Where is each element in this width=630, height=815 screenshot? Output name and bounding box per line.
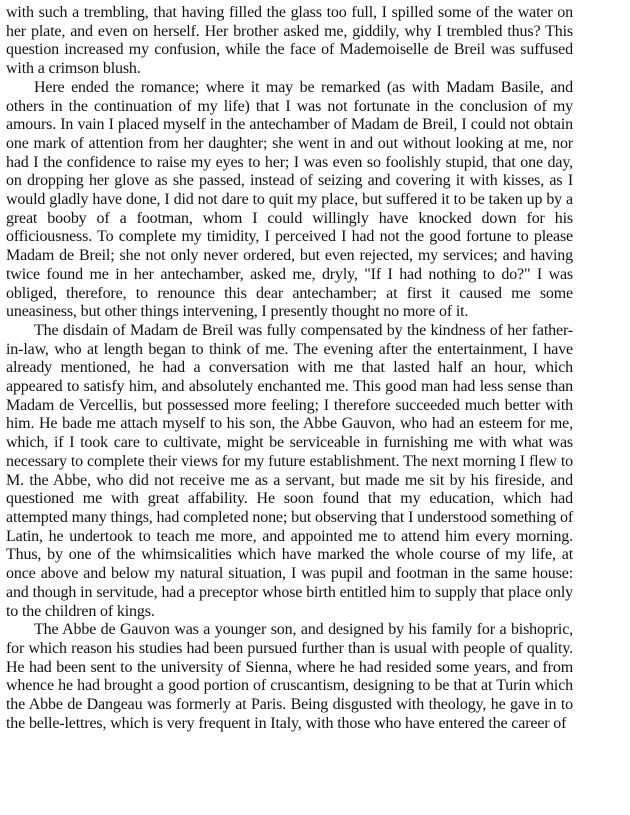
paragraph: with such a trembling, that having filled the glass too full, I spilled some of the water on her plate, and even on herself. Her brother asked me, giddily, why I trembled thus? This question increased my confusion, while the face of Mademoiselle de Breil was suffused with a crimson blush. bbox=[6, 4, 573, 78]
paragraph: The disdain of Madam de Breil was fully compensated by the kindness of her father-in-law, who at length began to think of me. The evening after the entertainment, I have already mentioned, he had a conversation with me that lasted half an hour, which appeared to satisfy him, and absolutely enchanted me. This good man had less sense than Madam de Vercellis, but possessed more feeling; I therefore succeeded much better with him. He bade me attach myself to his son, the Abbe Gauvon, who had an esteem for me, which, if I took care to cultivate, might be serviceable in furnishing me with what was necessary to complete their views for my future establishment. The next morning I flew to M. the Abbe, who did not receive me as a servant, but made me sit by his fireside, and questioned me with great affability. He soon found that my education, which had attempted many things, had completed none; but observing that I understood something of Latin, he undertook to teach me more, and appointed me to attend him every morning. Thus, by one of the whimsicalities which have marked the whole course of my life, at once above and below my natural situation, I was pupil and footman in the same house: and though in servitude, had a preceptor whose birth entitled him to supply that place only to the children of kings. bbox=[6, 321, 573, 620]
paragraph: The Abbe de Gauvon was a younger son, and designed by his family for a bishopric, for which reason his studies had been pursued further than is usual with people of quality. He had been sent to the university of Sienna, where he had resided some years, and from whence he had brought a good portion of cruscantism, designing to be that at Turin which the Abbe de Dangeau was formerly at Paris. Being disgusted with theology, he gave in to the belle-lettres, which is very frequent in Italy, with those who have entered the career of bbox=[6, 621, 573, 732]
paragraph: Here ended the romance; where it may be remarked (as with Madam Basile, and others in the continuation of my life) that I was not fortunate in the conclusion of my amours. In vain I placed myself in the antechamber of Madam de Breil, I could not obtain one mark of attention from her daughter; she went in and out without looking at me, nor had I the confidence to raise my eyes to her; I was even so foolishly stupid, that one day, on dropping her glove as she passed, instead of seizing and covering it with kisses, as I would gladly have done, I did not dare to quit my place, but suffered it to be taken up by a great booby of a footman, whom I could willingly have knocked down for his officiousness. To complete my timidity, I perceived I had not the good fortune to please Madam de Breil; she not only never ordered, but even rejected, my services; and having twice found me in her antechamber, asked me, dryly, "If I had nothing to do?" I was obliged, therefore, to renounce this dear antechamber; at first it caused me some uneasiness, but other things intervening, I presently thought no more of it. bbox=[6, 78, 573, 321]
